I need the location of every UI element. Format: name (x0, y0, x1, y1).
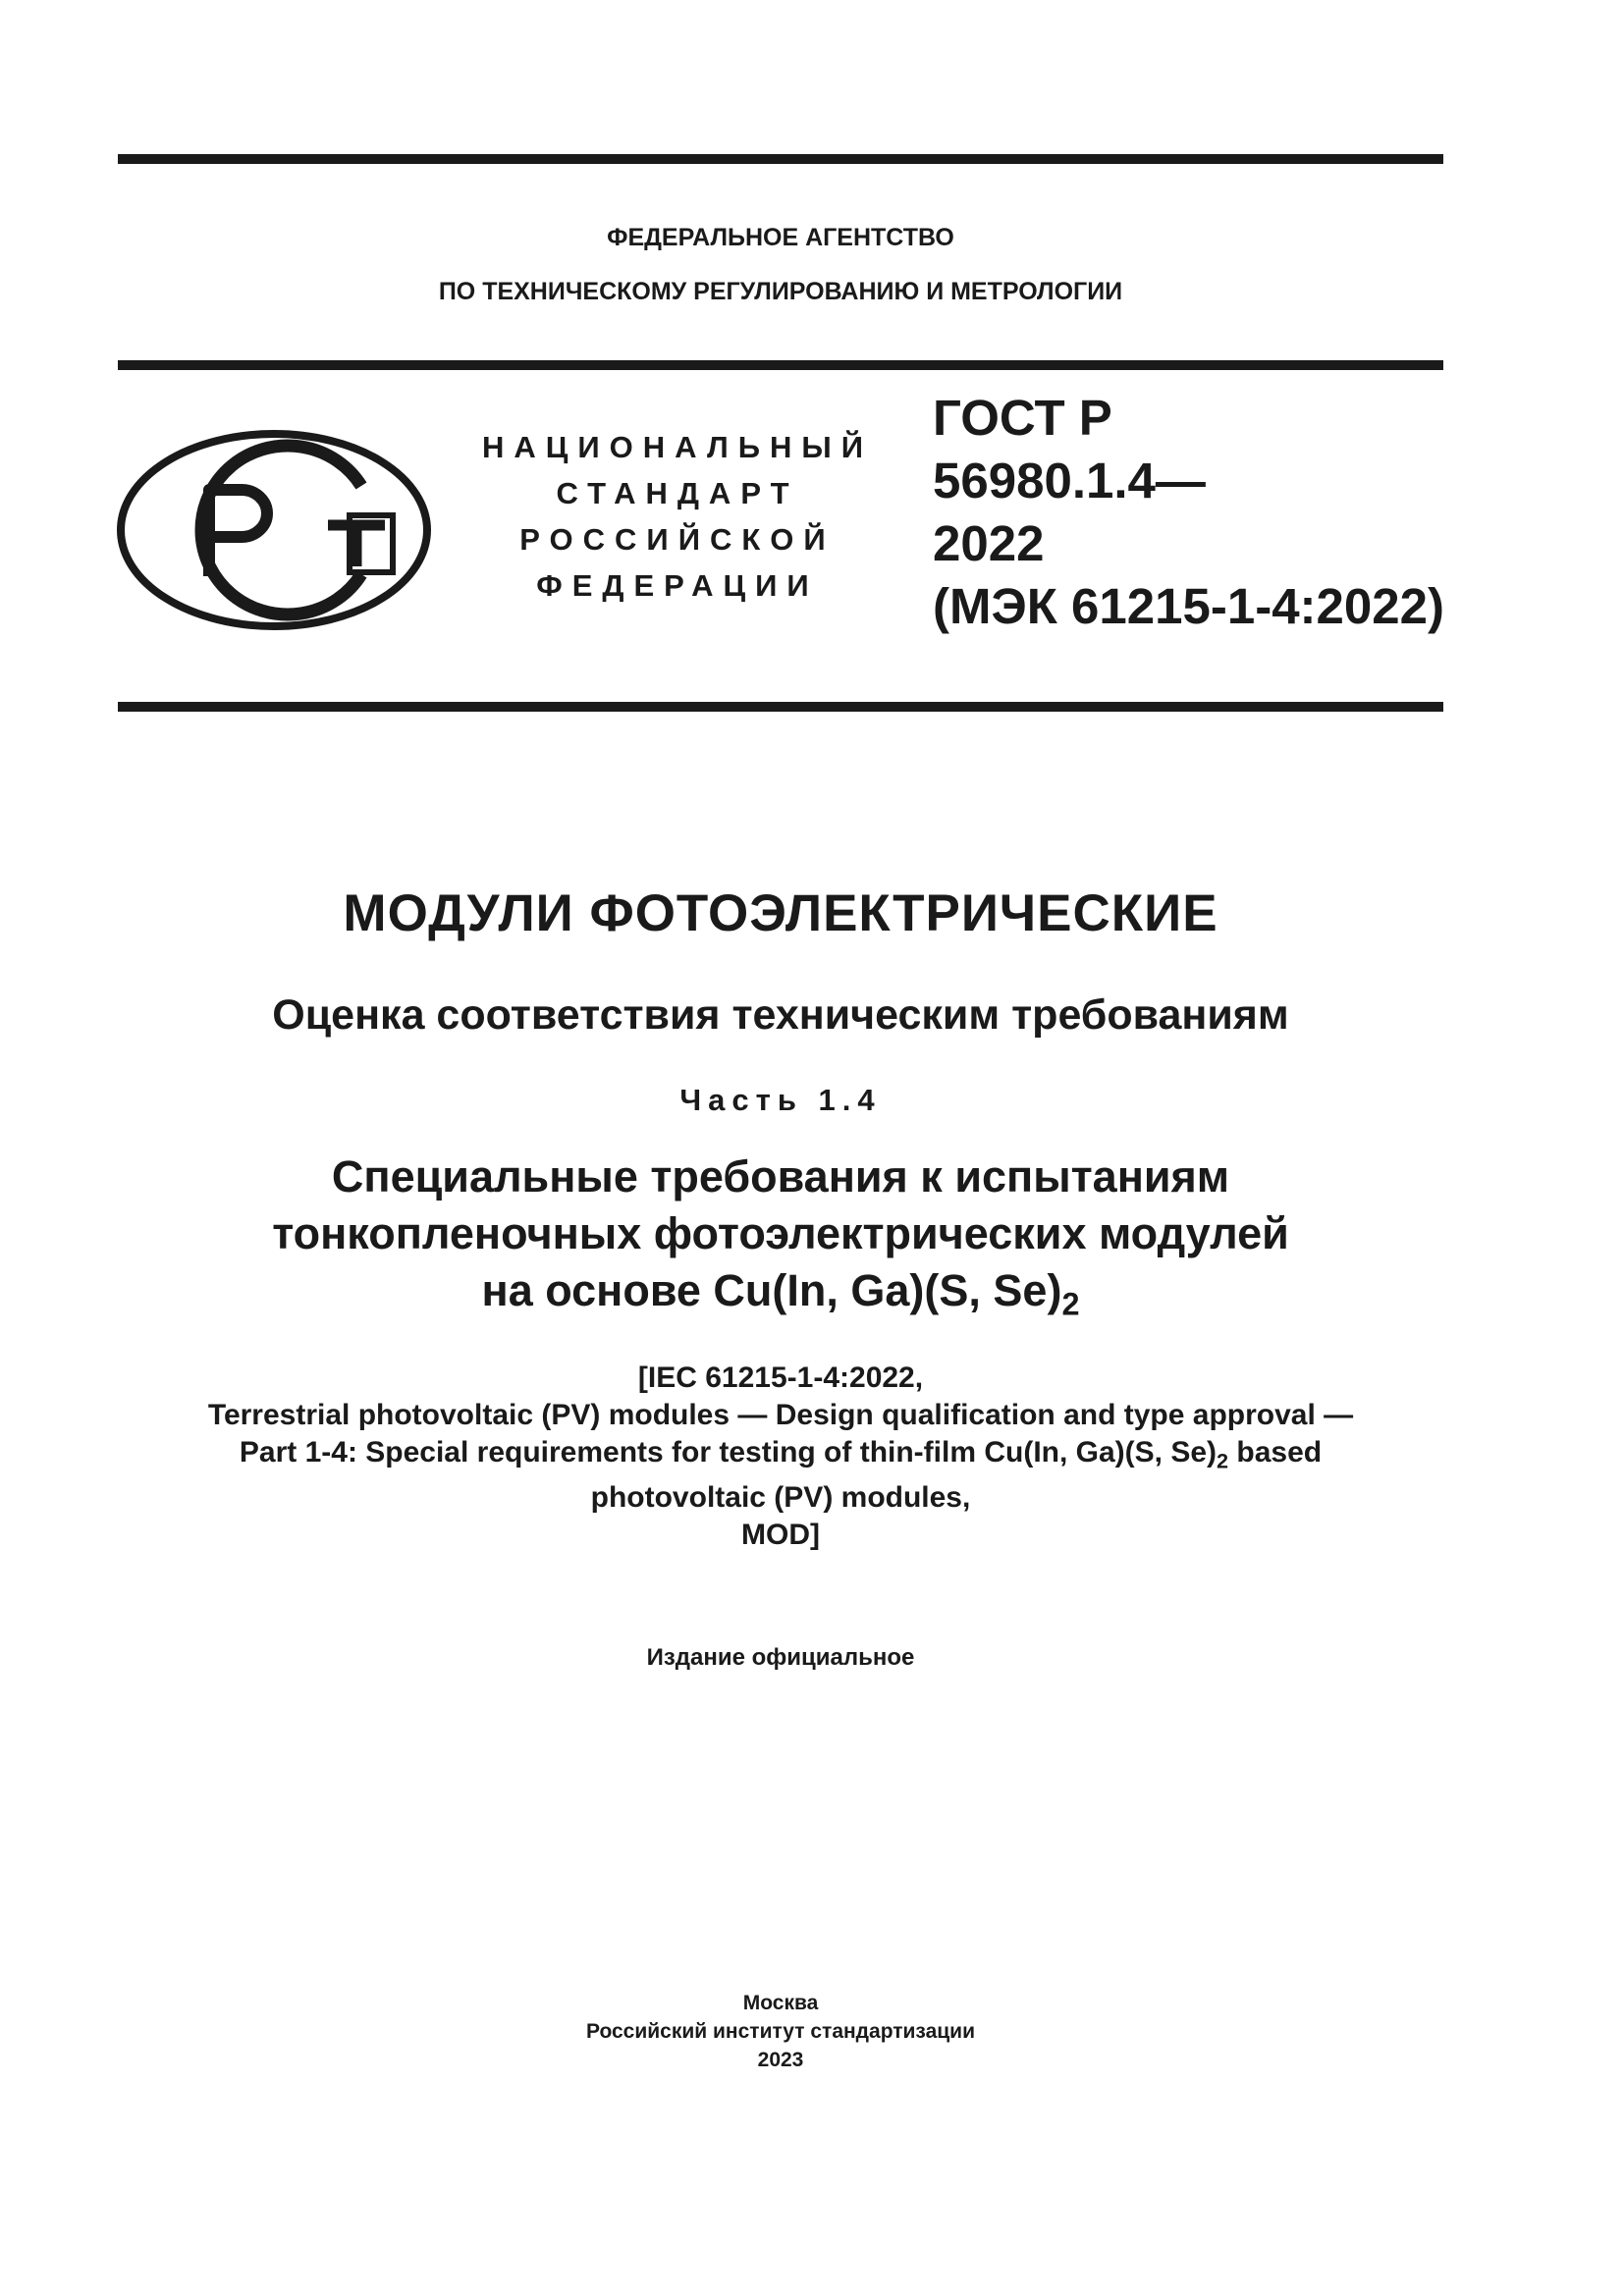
document-title: МОДУЛИ ФОТОЭЛЕКТРИЧЕСКИЕ (343, 884, 1218, 942)
iec-line-2: Terrestrial photovoltaic (PV) modules — Design qualification and type approval — (207, 1399, 1354, 1431)
spec-line-2: тонкопленочных фотоэлектрических модулей (272, 1208, 1289, 1258)
iec-line-3 (118, 1434, 1443, 1479)
designation-line-1: ГОСТ Р (933, 390, 1112, 446)
iec-line-4: photovoltaic (PV) modules, (590, 1481, 971, 1515)
spec-line-3-subscript: 2 (1061, 1286, 1080, 1322)
standard-designation (933, 387, 1444, 638)
document-part: Часть 1.4 (679, 1083, 882, 1117)
designation-line-4: (МЭК 61215-1-4:2022) (933, 578, 1444, 634)
iec-line-3-tail: based (1228, 1436, 1323, 1468)
publisher-block (118, 1989, 1443, 2074)
agency-line-1: ФЕДЕРАЛЬНОЕ АГЕНТСТВО (607, 224, 954, 251)
document-specification (118, 1148, 1443, 1333)
national-standard-line-1: НАЦИОНАЛЬНЫЙ (481, 430, 874, 464)
national-standard-line-4: ФЕДЕРАЦИИ (536, 568, 819, 603)
spec-line-3 (118, 1262, 1443, 1333)
iec-line-5: MOD] (741, 1519, 820, 1552)
middle-rule (118, 360, 1443, 370)
national-standard-label (461, 424, 893, 609)
edition-label: Издание официальное (646, 1644, 915, 1671)
iec-line-1: [IEC 61215-1-4:2022, (637, 1362, 924, 1394)
national-standard-line-3: РОССИЙСКОЙ (519, 522, 836, 557)
top-rule (118, 154, 1443, 164)
iec-reference (118, 1360, 1443, 1554)
bottom-rule (118, 702, 1443, 712)
designation-line-3: 2022 (933, 515, 1045, 571)
agency-line-2: ПО ТЕХНИЧЕСКОМУ РЕГУЛИРОВАНИЮ И МЕТРОЛОГИИ (438, 278, 1123, 305)
publisher-city: Москва (742, 1992, 819, 2014)
document-subtitle: Оценка соответствия техническим требованиям (272, 991, 1289, 1039)
pct-logo-icon (116, 429, 432, 631)
designation-line-2: 56980.1.4— (933, 453, 1206, 508)
spec-line-3-text: на основе Cu(In, Ga)(S, Se) (481, 1265, 1062, 1315)
publisher-year: 2023 (757, 2049, 804, 2071)
iec-line-3-text: Part 1-4: Special requirements for testing of thin-film Cu(In, Ga)(S, Se) (239, 1436, 1218, 1468)
publisher-institute: Российский институт стандартизации (585, 2020, 976, 2043)
national-standard-line-2: СТАНДАРТ (556, 476, 799, 510)
spec-line-1: Специальные требования к испытаниям (331, 1151, 1230, 1201)
iec-line-3-subscript: 2 (1217, 1448, 1229, 1473)
